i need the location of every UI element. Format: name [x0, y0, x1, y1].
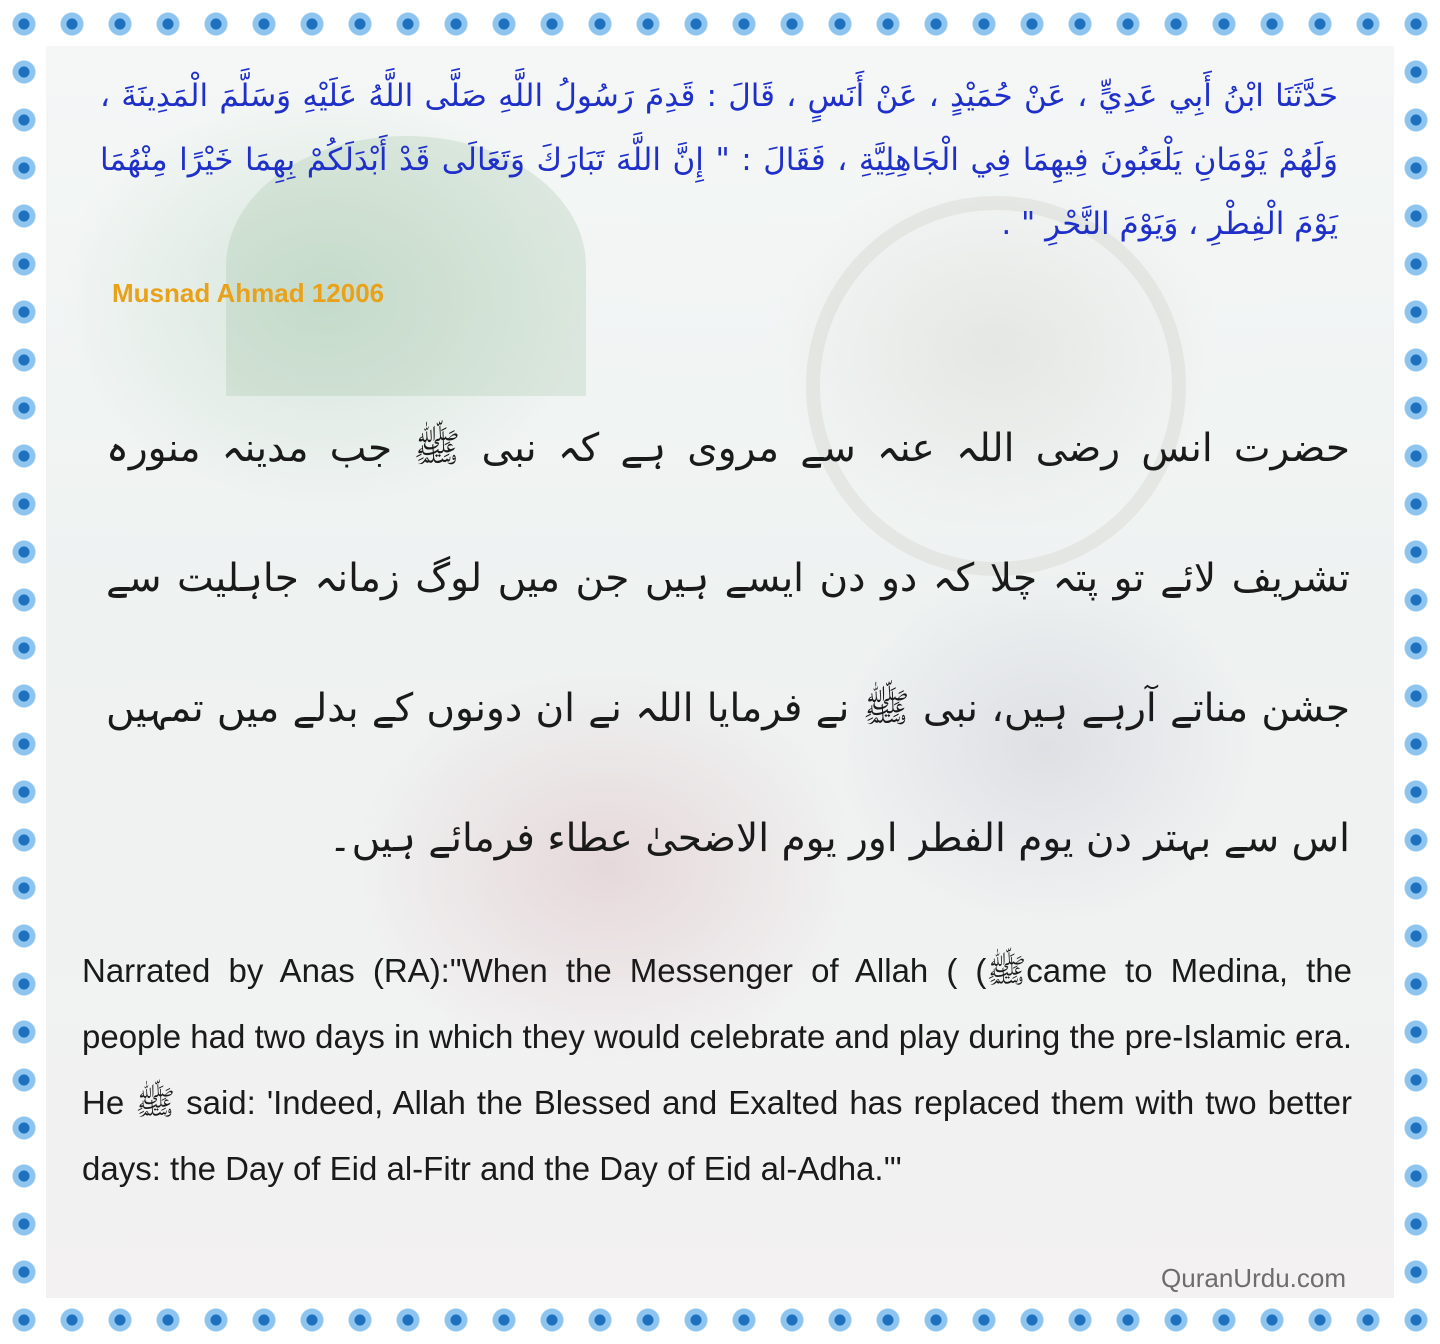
arabic-hadith-text: حَدَّثَنَا ابْنُ أَبِي عَدِيٍّ ، عَنْ حُمَيْدٍ ، عَنْ أَنَسٍ ، قَالَ : قَدِمَ رَسُولُ اللَّهِ صَلَّى اللَّهُ عَلَيْهِ وَسَلَّمَ الْمَدِينَةَ ، وَلَهُمْ يَوْمَانِ يَلْعَبُونَ فِيهِمَا فِي الْجَاهِلِيَّةِ ، فَقَالَ : " إِنَّ اللَّهَ تَبَارَكَ وَتَعَالَى قَدْ أَبْدَلَكُمْ بِهِمَا خَيْرًا مِنْهُمَا يَوْمَ الْفِطْرِ ، وَيَوْمَ النَّحْرِ " . — [100, 78, 1338, 242]
english-translation-text: Narrated by Anas (RA):"When the Messenger of Allah ( (ﷺcame to Medina, the people had two days in which they would celebrate and play during the pre-Islamic era. He ﷺ said: 'Indeed, Allah the Blessed and Exalted has replaced them with two better days: the Day of Eid al-Fitr and the Day of Eid al-Adha.'" — [82, 952, 1353, 1187]
hadith-source-reference: Musnad Ahmad 12006 — [112, 278, 385, 308]
website-credit: QuranUrdu.com — [1161, 1263, 1346, 1293]
urdu-translation-text: حضرت انس رضی اللہ عنہ سے مروی ہے کہ نبی ﷺ جب مدینہ منورہ تشریف لائے تو پتہ چلا کہ دو دن ایسے ہیں جن میں لوگ زمانہ جاہلیت سے جشن مناتے آرہے ہیں، نبی ﷺ نے فرمایا اللہ نے ان دونوں کے بدلے میں تمہیں اس سے بہتر دن یوم الفطر اور یوم الاضحیٰ عطاء فرمائے ہیں۔ — [106, 426, 1350, 861]
content-panel — [46, 46, 1394, 1298]
